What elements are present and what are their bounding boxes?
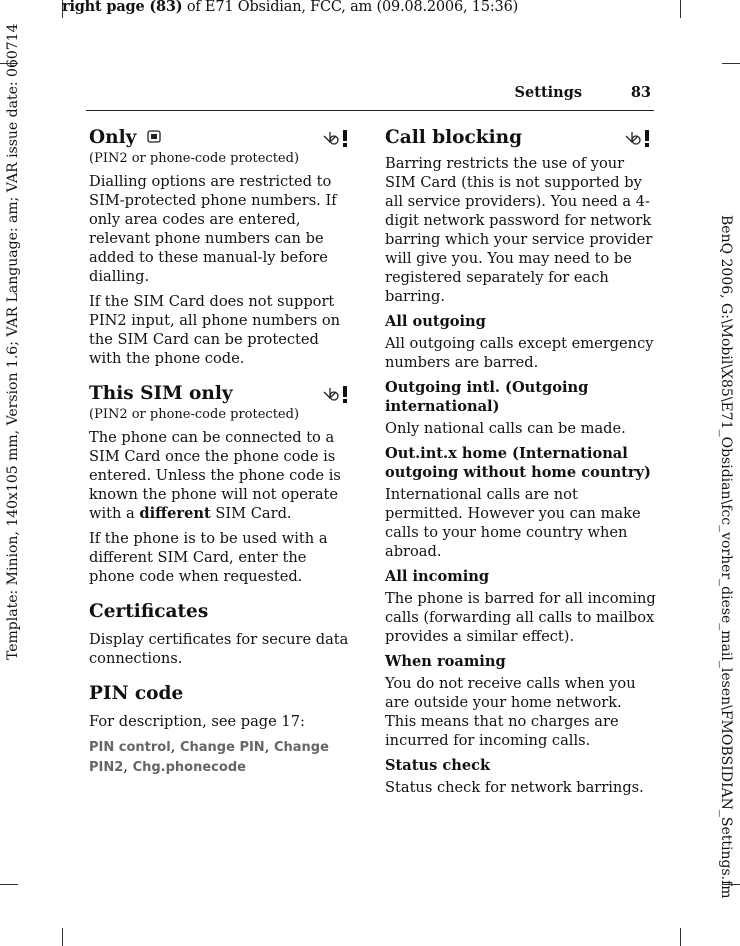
security-warning-icon <box>623 128 657 155</box>
left-column <box>89 126 355 783</box>
paragraph: The phone is barred for all incoming calls (forwarding all calls to mailbox provides a similar effect). <box>385 590 656 645</box>
menu-path: PIN control, Change PIN, Change PIN2, Chg.phonecode <box>89 738 329 775</box>
paragraph: Status check for network barrings. <box>385 779 644 796</box>
paragraph: For description, see page 17: <box>89 713 305 730</box>
heading-call-blocking <box>385 126 657 150</box>
heading-this-sim-only-text: This SIM only <box>89 383 233 404</box>
protection-note: (PIN2 or phone-code protected) <box>89 151 300 166</box>
subheading: Out.int.x home (International outgoing without home country) <box>385 445 651 481</box>
menu-link-chg-phonecode[interactable]: Chg.phonecode <box>132 760 246 775</box>
heading-only-text: Only <box>89 127 137 148</box>
running-header <box>86 82 654 111</box>
menu-link-pin-control[interactable]: PIN control <box>89 740 171 755</box>
crop-mark <box>722 63 740 64</box>
print-header-info: of E71 Obsidian, FCC, am (09.08.2006, 15:36) <box>182 0 519 15</box>
print-header-page: right page (83) <box>62 0 183 15</box>
paragraph: The phone can be connected to a SIM Card once the phone code is entered. Unless the phone code is known the phone will not operate with a different SIM Card. <box>89 429 341 522</box>
paragraph: If the phone is to be used with a different SIM Card, enter the phone code when requested. <box>89 530 328 585</box>
sim-card-icon <box>147 126 161 150</box>
page-number: 83 <box>630 84 651 101</box>
paragraph: Only national calls can be made. <box>385 420 626 437</box>
paragraph: All outgoing calls except emergency numbers are barred. <box>385 335 654 371</box>
heading-certificates: Certificates <box>89 601 209 622</box>
heading-this-sim-only <box>89 382 355 406</box>
print-header <box>62 0 518 15</box>
subheading: All incoming <box>385 568 490 585</box>
heading-only <box>89 126 355 150</box>
crop-mark <box>0 884 18 885</box>
paragraph: Barring restricts the use of your SIM Card (this is not supported by all service providers). You need a 4-digit network password for network barring which your service provider will give you. You may need to be registered separately for each barring. <box>385 155 653 305</box>
paragraph: International calls are not permitted. However you can make calls to your home country when abroad. <box>385 486 641 560</box>
menu-link-change-pin[interactable]: Change PIN <box>179 740 265 755</box>
subheading: Status check <box>385 757 491 774</box>
crop-mark <box>680 928 681 946</box>
template-info: Template: Minion, 140x105 mm, Version 1.6; VAR Language: am; VAR issue date: 060714 <box>5 23 21 660</box>
subheading: All outgoing <box>385 313 486 330</box>
security-warning-icon <box>321 384 355 411</box>
security-warning-icon <box>321 128 355 155</box>
right-column <box>385 126 657 803</box>
file-path: BenQ 2006, G:\Mobil\X85\E71_Obsidian\fcc_vorher_diese_mail_lesen\FMOBSIDIAN_Settings.fm <box>718 215 734 899</box>
subheading: Outgoing intl. (Outgoing international) <box>385 379 589 415</box>
paragraph: Display certificates for secure data connections. <box>89 631 349 667</box>
protection-note: (PIN2 or phone-code protected) <box>89 407 300 422</box>
crop-mark <box>62 928 63 946</box>
crop-mark <box>680 0 681 18</box>
subheading: When roaming <box>385 653 506 670</box>
section-title: Settings <box>514 84 582 101</box>
menu-link-change-pin2[interactable]: Change PIN2 <box>89 740 329 775</box>
paragraph: Dialling options are restricted to SIM-protected phone numbers. If only area codes are entered, relevant phone numbers can be added to these manual-ly before dialling. <box>89 173 337 285</box>
heading-pin-code: PIN code <box>89 683 184 704</box>
paragraph: You do not receive calls when you are outside your home network. This means that no charges are incurred for incoming calls. <box>385 675 636 749</box>
heading-call-blocking-text: Call blocking <box>385 127 523 148</box>
paragraph: If the SIM Card does not support PIN2 input, all phone numbers on the SIM Card can be protected with the phone code. <box>89 293 341 367</box>
